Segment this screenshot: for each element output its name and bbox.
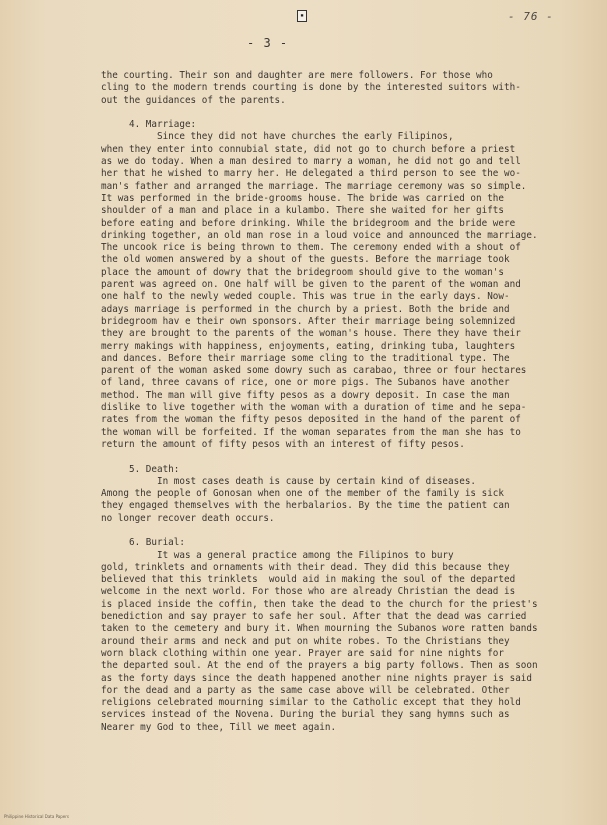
text-line: The uncook rice is being thrown to them. The ceremony ended with a shout of [101,242,521,254]
text-line: It was performed in the bride-grooms house. The bride was carried on the [101,192,504,204]
text-line: In most cases death is cause by certain kind of diseases. [101,475,477,487]
text-line: of land, three cavans of rice, one or more pigs. The Subanos have another [101,377,510,389]
text-line: believed that this trinklets would aid in making the soul of the departed [101,574,516,586]
text-line: and dances. Before their marriage some cling to the traditional type. The [101,352,510,364]
text-line: services instead of the Novena. During the burial they sang hymns such as [101,709,510,721]
text-line [101,525,601,537]
text-line: when they enter into connubial state, did not go to church before a priest [101,143,516,155]
text-line: taken to the cemetery and bury it. When mourning the Subanos wore ratten bands [101,623,538,635]
text-line: Nearer my God to thee, Till we meet again. [101,721,337,733]
footer-note: Philippine Historical Data Papers [4,814,69,819]
text-line: they engaged themselves with the herbalarios. By the time the patient can [101,500,510,512]
text-line: man's father and arranged the marriage. The marriage ceremony was so simple. [101,180,527,192]
text-line: religions celebrated mourning similar to the Catholic except that they hold [101,697,521,709]
text-line: welcome in the next world. For those who are already Christian the dead is [101,586,516,598]
text-line: the courting. Their son and daughter are mere followers. For those who [101,70,493,81]
text-line: Since they did not have churches the early Filipinos, [101,131,454,143]
text-line: rates from the woman the fifty pesos deposited in the hand of the parent of [101,414,521,426]
page-number-top: - 76 - [508,10,554,23]
archive-stamp: ▪ [297,10,307,22]
text-line: parent of the woman asked some dowry such as carabao, three or four hectares [101,365,527,377]
text-line: benediction and say prayer to safe her soul. After that the dead was carried [101,611,527,623]
text-line: as we do today. When a man desired to marry a woman, he did not go and tell [101,156,521,168]
text-line: gold, trinklets and ornaments with their dead. They did this because they [101,561,510,573]
text-line: bridegroom hav e their own sponsors. After their marriage being solemnized [101,315,516,327]
body-text [101,70,601,734]
text-line: adays marriage is performed in the church by a priest. Both the bride and [101,303,510,315]
text-line: for the dead and a party as the same case above will be celebrated. Other [101,684,510,696]
text-line: drinking together, an old man rose in a loud voice and announced the marriage. [101,229,538,241]
text-line: no longer recover death occurs. [101,512,275,524]
text-line: one half to the newly weded couple. This was true in the early days. Now- [101,291,510,303]
text-line: return the amount of fifty pesos with an interest of fifty pesos. [101,438,465,450]
text-line: out the guidances of the parents. [101,94,286,106]
text-line: the departed soul. At the end of the prayers a big party follows. Then as soon [101,660,538,672]
text-line: they are brought to the parents of the woman's house. There they have their [101,328,521,340]
page-number: - 3 - [247,36,289,50]
text-line: 4. Marriage: [101,119,197,131]
text-line: the old women answered by a shout of the guests. Before the marriage took [101,254,510,266]
text-line: 5. Death: [101,463,180,475]
text-line: method. The man will give fifty pesos as a dowry deposit. In case the man [101,389,510,401]
text-line: Among the people of Gonosan when one of the member of the family is sick [101,488,504,500]
text-line: is placed inside the coffin, then take the dead to the church for the priest's [101,598,538,610]
text-line: 6. Burial: [101,537,185,549]
text-line: shoulder of a man and place in a kulambo. There she waited for her gifts [101,205,504,217]
text-line: around their arms and neck and put on white robes. To the Christians they [101,635,510,647]
text-line: parent was agreed on. One half will be given to the parent of the woman and [101,279,521,291]
text-line [101,451,601,463]
text-line: worn black clothing within one year. Prayer are said for nine nights for [101,647,504,659]
text-line: cling to the modern trends courting is done by the interested suitors with- [101,82,521,94]
text-line: It was a general practice among the Filipinos to bury [101,549,454,561]
text-line: before eating and before drinking. While the bridegroom and the bride were [101,217,516,229]
text-line [101,107,601,119]
text-line: place the amount of dowry that the bridegroom should give to the woman's [101,266,504,278]
text-line: dislike to live together with the woman with a duration of time and he sepa- [101,402,527,414]
text-line: her that he wished to marry her. He delegated a third person to see the wo- [101,168,521,180]
text-line: as the forty days since the death happened another nine nights prayer is said [101,672,532,684]
text-line: the woman will be forfeited. If the woman separates from the man she has to [101,426,521,438]
text-line: merry makings with happiness, enjoyments, eating, drinking tuba, laughters [101,340,516,352]
